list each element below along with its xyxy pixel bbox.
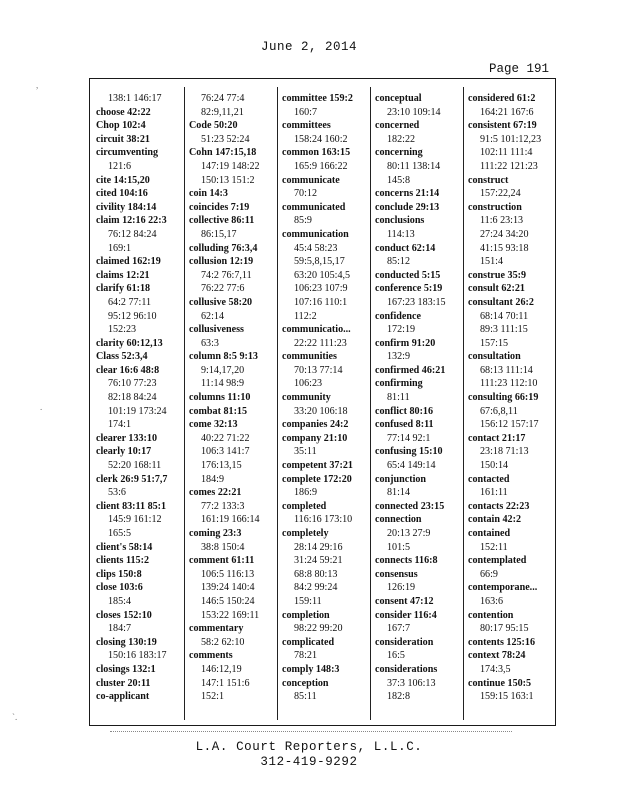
index-entry-continuation: 152:23 (108, 324, 137, 336)
index-column-4 (375, 92, 465, 704)
index-entry-continuation: 82:9,11,21 (201, 106, 244, 118)
index-entry: co-applicant (96, 691, 150, 703)
index-entry-continuation: 76:12 84:24 (108, 228, 157, 240)
index-entry-continuation: 161:19 166:14 (201, 514, 260, 526)
index-entry-continuation: 45:4 58:23 (294, 242, 338, 254)
index-entry-continuation: 106:5 116:13 (201, 568, 255, 580)
index-entry-continuation: 161:11 (480, 487, 508, 499)
index-entry-continuation: 152:1 (201, 691, 224, 703)
index-entry: come 32:13 (189, 419, 238, 431)
scan-mark: `. (12, 712, 18, 722)
index-entry-continuation: 31:24 59:21 (294, 555, 343, 567)
footer-phone: 312-419-9292 (260, 755, 358, 769)
index-entry: confidence (375, 310, 421, 322)
index-entry: colluding 76:3,4 (189, 242, 258, 254)
index-entry-continuation: 184:9 (201, 473, 224, 485)
index-entry: Class 52:3,4 (96, 351, 148, 363)
index-entry: conception (282, 677, 329, 689)
index-entry-continuation: 59:5,8,15,17 (294, 256, 345, 268)
index-entry: consult 62:21 (468, 283, 525, 295)
index-entry: competent 37:21 (282, 460, 353, 472)
index-entry-continuation: 132:9 (387, 351, 410, 363)
index-entry: closings 132:1 (96, 663, 156, 675)
index-entry: conceptual (375, 93, 422, 104)
index-entry-continuation: 52:20 168:11 (108, 460, 162, 472)
index-entry: collusion 12:19 (189, 256, 254, 268)
index-entry: consideration (375, 636, 434, 648)
index-entry-continuation: 85:9 (294, 215, 312, 227)
index-entry-continuation: 91:5 101:12,23 (480, 133, 542, 145)
index-entry: claim 12:16 22:3 (96, 215, 167, 227)
index-entry-continuation: 70:13 77:14 (294, 364, 343, 376)
index-entry: clearer 133:10 (96, 432, 158, 444)
index-entry: collective 86:11 (189, 215, 255, 227)
index-entry: communicated (282, 201, 346, 213)
index-entry: company 21:10 (282, 432, 348, 444)
index-entry: claims 12:21 (96, 269, 150, 281)
index-entry-continuation: 185:4 (108, 595, 131, 607)
index-column-2 (189, 92, 279, 704)
index-entry-continuation: 182:22 (387, 133, 416, 145)
index-entry: context 78:24 (468, 650, 526, 662)
index-entry-continuation: 106:23 (294, 378, 323, 390)
index-entry: connection (375, 514, 422, 526)
index-entry: concerning (375, 147, 423, 159)
index-entry: clients 115:2 (96, 555, 149, 567)
index-entry: concerned (375, 120, 420, 132)
index-entry-continuation: 33:20 106:18 (294, 405, 348, 417)
index-column-3 (282, 92, 372, 704)
index-entry-continuation: 76:22 77:6 (201, 283, 245, 295)
index-entry-continuation: 80:17 95:15 (480, 623, 529, 635)
index-entry: conclusions (375, 215, 425, 227)
index-entry-continuation: 101:5 (387, 541, 410, 553)
index-entry-continuation: 11:14 98:9 (201, 378, 245, 390)
index-entry: confirm 91:20 (375, 337, 436, 349)
index-entry-continuation: 53:6 (108, 487, 126, 499)
index-entry-continuation: 182:8 (387, 691, 410, 703)
index-entry: close 103:6 (96, 582, 143, 594)
index-entry-continuation: 184:7 (108, 623, 131, 635)
index-entry: coin 14:3 (189, 188, 228, 200)
index-entry-continuation: 145:9 161:12 (108, 514, 162, 526)
index-entry-continuation: 172:19 (387, 324, 416, 336)
index-entry-continuation: 85:11 (294, 691, 317, 703)
index-entry-continuation: 158:24 160:2 (294, 133, 348, 145)
index-entry: column 8:5 9:13 (189, 351, 258, 363)
index-entry: conjunction (375, 473, 427, 485)
index-entry-continuation: 82:18 84:24 (108, 392, 157, 404)
index-entry: committees (282, 120, 331, 132)
index-entry: conclude 29:13 (375, 201, 440, 213)
index-entry: communicate (282, 174, 340, 186)
index-entry: confirmed 46:21 (375, 364, 446, 376)
index-entry-continuation: 145:8 (387, 174, 410, 186)
index-entry: commentary (189, 623, 244, 635)
index-entry-continuation: 126:19 (387, 582, 416, 594)
index-entry: confused 8:11 (375, 419, 434, 431)
index-entry-continuation: 114:13 (387, 228, 415, 240)
index-entry-continuation: 28:14 29:16 (294, 541, 343, 553)
index-entry-continuation: 81:14 (387, 487, 410, 499)
index-entry-continuation: 165:5 (108, 528, 131, 539)
index-column-5 (468, 92, 558, 704)
index-entry-continuation: 139:24 140:4 (201, 582, 255, 594)
index-entry: completion (282, 609, 330, 621)
index-entry-continuation: 68:14 70:11 (480, 310, 529, 322)
index-entry-continuation: 150:16 183:17 (108, 650, 167, 662)
index-entry: construct (468, 174, 509, 186)
index-entry: contents 125:16 (468, 636, 536, 648)
index-entry-continuation: 9:14,17,20 (201, 364, 245, 376)
index-entry-continuation: 86:15,17 (201, 228, 237, 240)
index-entry-continuation: 68:13 111:14 (480, 364, 533, 376)
index-entry-continuation: 64:2 77:11 (108, 296, 152, 308)
index-entry-continuation: 38:8 150:4 (201, 541, 245, 553)
index-entry-continuation: 146:12,19 (201, 663, 242, 675)
index-entry-continuation: 106:23 107:9 (294, 283, 348, 295)
index-entry: cite 14:15,20 (96, 174, 150, 186)
index-entry: Chop 102:4 (96, 120, 146, 132)
index-entry: cited 104:16 (96, 188, 148, 200)
index-entry-continuation: 186:9 (294, 487, 317, 499)
index-entry: considered 61:2 (468, 93, 536, 104)
index-entry: contemplated (468, 555, 527, 567)
index-entry-continuation: 22:22 111:23 (294, 337, 347, 349)
index-entry: clerk 26:9 51:7,7 (96, 473, 168, 485)
index-entry-continuation: 111:22 121:23 (480, 160, 538, 172)
index-entry: complete 172:20 (282, 473, 352, 485)
index-entry: communities (282, 351, 337, 363)
index-entry-continuation: 40:22 71:22 (201, 432, 250, 444)
index-entry: claimed 162:19 (96, 256, 161, 268)
index-entry: consultant 26:2 (468, 296, 534, 308)
index-entry-continuation: 167:7 (387, 623, 410, 635)
index-entry-continuation: 89:3 111:15 (480, 324, 528, 336)
index-entry-continuation: 156:12 157:17 (480, 419, 539, 431)
index-entry-continuation: 147:1 151:6 (201, 677, 250, 689)
index-entry: Cohn 147:15,18 (189, 147, 257, 159)
index-entry-continuation: 23:18 71:13 (480, 446, 529, 458)
index-entry-continuation: 152:11 (480, 541, 508, 553)
scan-mark: . (40, 402, 43, 412)
index-entry-continuation: 164:21 167:6 (480, 106, 534, 118)
index-entry-continuation: 66:9 (480, 568, 498, 580)
index-entry: contention (468, 609, 514, 621)
index-entry: contacts 22:23 (468, 500, 530, 512)
index-entry: committee 159:2 (282, 93, 353, 104)
index-entry: comply 148:3 (282, 663, 340, 675)
index-entry: clear 16:6 48:8 (96, 364, 160, 376)
index-entry-continuation: 77:14 92:1 (387, 432, 431, 444)
index-entry: combat 81:15 (189, 405, 248, 417)
index-entry: columns 11:10 (189, 392, 251, 404)
index-entry: comment 61:11 (189, 555, 255, 567)
index-entry: concerns 21:14 (375, 188, 440, 200)
index-entry: consultation (468, 351, 521, 363)
index-entry: contain 42:2 (468, 514, 521, 526)
index-entry-continuation: 11:6 23:13 (480, 215, 524, 227)
index-entry-continuation: 51:23 52:24 (201, 133, 250, 145)
index-entry-continuation: 35:11 (294, 446, 317, 458)
index-entry: communicatio... (282, 324, 351, 336)
index-entry-continuation: 163:6 (480, 595, 503, 607)
index-entry: completed (282, 500, 327, 512)
index-entry: consistent 67:19 (468, 120, 537, 132)
index-entry-continuation: 81:11 (387, 392, 410, 404)
index-entry-continuation: 176:13,15 (201, 460, 242, 472)
scan-mark: , (36, 80, 39, 90)
index-entry: choose 42:22 (96, 106, 151, 118)
index-entry-continuation: 63:20 105:4,5 (294, 269, 351, 281)
index-entry: completely (282, 528, 329, 539)
index-entry: consensus (375, 568, 418, 580)
index-entry: clips 150:8 (96, 568, 142, 580)
index-entry: connects 116:8 (375, 555, 438, 567)
index-entry: complicated (282, 636, 335, 648)
index-entry: client 83:11 85:1 (96, 500, 167, 512)
index-entry-continuation: 102:11 111:4 (480, 147, 533, 159)
index-entry-continuation: 159:15 163:1 (480, 691, 534, 703)
index-entry-continuation: 147:19 148:22 (201, 160, 260, 172)
index-entry: common 163:15 (282, 147, 351, 159)
index-entry-continuation: 159:11 (294, 595, 322, 607)
index-entry: conducted 5:15 (375, 269, 441, 281)
index-entry: companies 24:2 (282, 419, 349, 431)
index-entry: circuit 38:21 (96, 133, 150, 145)
index-entry-continuation: 174:3,5 (480, 663, 511, 675)
index-entry-continuation: 174:1 (108, 419, 131, 431)
index-entry-continuation: 157:15 (480, 337, 509, 349)
index-entry: comments (189, 650, 233, 662)
index-entry: confusing 15:10 (375, 446, 443, 458)
index-entry: conference 5:19 (375, 283, 443, 295)
index-entry-continuation: 169:1 (108, 242, 131, 254)
index-entry-continuation: 160:7 (294, 106, 317, 118)
index-entry-continuation: 112:2 (294, 310, 317, 322)
index-entry-continuation: 146:5 150:24 (201, 595, 255, 607)
index-entry-continuation: 84:2 99:24 (294, 582, 338, 594)
index-entry: communication (282, 228, 349, 240)
index-column-1 (96, 92, 186, 704)
index-entry: consulting 66:19 (468, 392, 539, 404)
page-number: Page 191 (489, 62, 550, 76)
index-entry: collusive 58:20 (189, 296, 253, 308)
index-entry: Code 50:20 (189, 120, 238, 132)
index-entry-continuation: 153:22 169:11 (201, 609, 260, 621)
index-entry-continuation: 116:16 173:10 (294, 514, 353, 526)
index-entry-continuation: 76:24 77:4 (201, 93, 245, 104)
index-entry: conflict 80:16 (375, 405, 434, 417)
index-entry-continuation: 121:6 (108, 160, 131, 172)
index-entry-continuation: 106:3 141:7 (201, 446, 250, 458)
index-entry: construe 35:9 (468, 269, 527, 281)
index-entry: civility 184:14 (96, 201, 157, 213)
index-entry-continuation: 65:4 149:14 (387, 460, 436, 472)
index-entry: coming 23:3 (189, 528, 242, 539)
index-entry-continuation: 58:2 62:10 (201, 636, 245, 648)
index-entry: construction (468, 201, 522, 213)
index-entry-continuation: 95:12 96:10 (108, 310, 157, 322)
index-entry: continue 150:5 (468, 677, 532, 689)
index-entry: contained (468, 528, 511, 539)
index-entry: comes 22:21 (189, 487, 242, 499)
index-entry-continuation: 77:2 133:3 (201, 500, 245, 512)
index-entry-continuation: 150:13 151:2 (201, 174, 255, 186)
index-entry: circumventing (96, 147, 159, 159)
index-entry: community (282, 392, 331, 404)
index-entry-continuation: 157:22,24 (480, 188, 521, 200)
index-entry-continuation: 62:14 (201, 310, 224, 322)
index-entry: cluster 20:11 (96, 677, 151, 689)
index-entry-continuation: 111:23 112:10 (480, 378, 538, 390)
index-entry-continuation: 27:24 34:20 (480, 228, 529, 240)
index-entry-continuation: 67:6,8,11 (480, 405, 518, 417)
index-entry: connected 23:15 (375, 500, 445, 512)
index-entry-continuation: 68:8 80:13 (294, 568, 338, 580)
index-entry: closing 130:19 (96, 636, 157, 648)
index-entry: consider 116:4 (375, 609, 437, 621)
index-entry-continuation: 23:10 109:14 (387, 106, 441, 118)
index-entry: conduct 62:14 (375, 242, 436, 254)
index-entry: closes 152:10 (96, 609, 152, 621)
index-entry-continuation: 107:16 110:1 (294, 296, 348, 308)
index-entry: confirming (375, 378, 423, 390)
index-entry-continuation: 98:22 99:20 (294, 623, 343, 635)
index-entry: contact 21:17 (468, 432, 526, 444)
index-entry-continuation: 20:13 27:9 (387, 528, 431, 539)
index-entry-continuation: 37:3 106:13 (387, 677, 436, 689)
index-entry: clearly 10:17 (96, 446, 152, 458)
footer-company: L.A. Court Reporters, L.L.C. (195, 740, 423, 754)
index-entry-continuation: 150:14 (480, 460, 509, 472)
index-entry: collusiveness (189, 324, 244, 336)
index-entry-continuation: 63:3 (201, 337, 219, 349)
index-entry: consent 47:12 (375, 595, 434, 607)
index-entry: contemporane... (468, 582, 538, 594)
index-entry-continuation: 138:1 146:17 (108, 93, 162, 104)
index-entry: client's 58:14 (96, 541, 153, 553)
index-entry-continuation: 41:15 93:18 (480, 242, 529, 254)
index-entry: clarity 60:12,13 (96, 337, 163, 349)
index-entry-continuation: 80:11 138:14 (387, 160, 441, 172)
index-entry-continuation: 74:2 76:7,11 (201, 269, 252, 281)
index-entry-continuation: 16:5 (387, 650, 405, 662)
index-entry-continuation: 85:12 (387, 256, 410, 268)
index-entry: clarify 61:18 (96, 283, 151, 295)
index-entry-continuation: 78:21 (294, 650, 317, 662)
bottom-rule (110, 731, 512, 732)
page-date: June 2, 2014 (260, 40, 357, 54)
index-entry-continuation: 70:12 (294, 188, 317, 200)
index-entry-continuation: 101:19 173:24 (108, 405, 167, 417)
index-entry: coincides 7:19 (189, 201, 250, 213)
index-entry-continuation: 151:4 (480, 256, 503, 268)
index-entry-continuation: 165:9 166:22 (294, 160, 348, 172)
index-entry-continuation: 167:23 183:15 (387, 296, 446, 308)
index-entry-continuation: 76:10 77:23 (108, 378, 157, 390)
index-entry: considerations (375, 663, 438, 675)
index-entry: contacted (468, 473, 510, 485)
